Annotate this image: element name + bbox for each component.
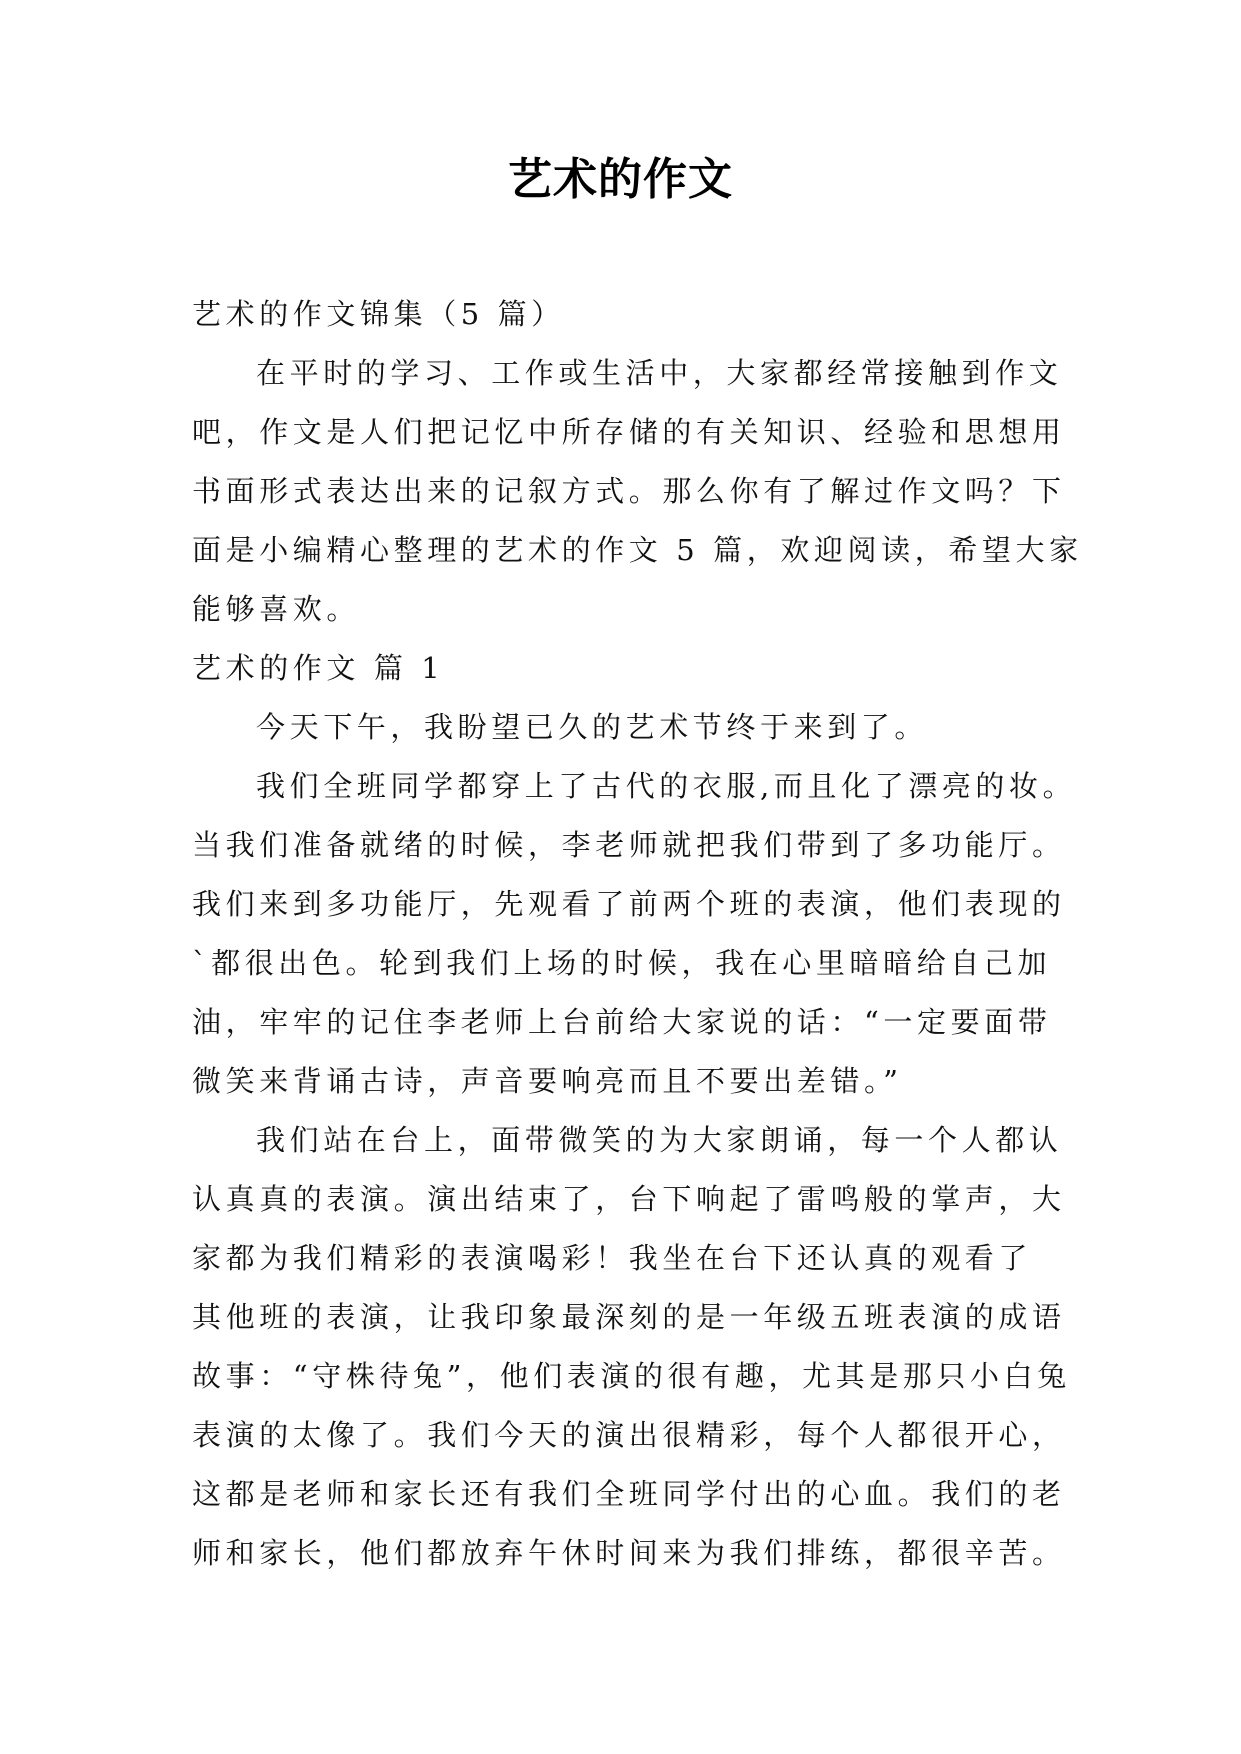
text-line: 我们站在台上，面带微笑的为大家朗诵，每一个人都认	[256, 1123, 1063, 1157]
text-line: 微笑来背诵古诗，声音要响亮而且不要出差错。”	[192, 1064, 903, 1098]
text-line: 在平时的学习、工作或生活中，大家都经常接触到作文	[256, 356, 1063, 390]
text-line: 吧，作文是人们把记忆中所存储的有关知识、经验和思想用	[192, 415, 1066, 449]
text-line: 我们全班同学都穿上了古代的衣服,而且化了漂亮的妆。	[256, 769, 1077, 803]
text-line: 认真真的表演。演出结束了，台下响起了雷鸣般的掌声，大	[192, 1182, 1066, 1216]
text-line: 故事：“守株待兔”，他们表演的很有趣，尤其是那只小白兔	[192, 1359, 1071, 1393]
text-line: 艺术的作文 篇 1	[192, 651, 445, 685]
document-title: 艺术的作文	[508, 154, 733, 205]
text-line: 其他班的表演，让我印象最深刻的是一年级五班表演的成语	[192, 1300, 1066, 1334]
text-line: 艺术的作文锦集（5 篇）	[192, 297, 565, 331]
text-line: 书面形式表达出来的记叙方式。那么你有了解过作文吗？下	[192, 474, 1066, 508]
text-line: 我们来到多功能厅，先观看了前两个班的表演，他们表现的	[192, 887, 1066, 921]
text-line: 当我们准备就绪的时候，李老师就把我们带到了多功能厅。	[192, 828, 1066, 862]
document-body	[192, 285, 1083, 1583]
text-line: 能够喜欢。	[192, 592, 361, 626]
text-line: `都很出色。轮到我们上场的时候，我在心里暗暗给自己加	[192, 946, 1052, 980]
text-line: 油，牢牢的记住李老师上台前给大家说的话：“一定要面带	[192, 1005, 1052, 1039]
text-line: 今天下午，我盼望已久的艺术节终于来到了。	[256, 710, 929, 744]
text-line: 家都为我们精彩的表演喝彩！我坐在台下还认真的观看了	[192, 1241, 1033, 1275]
text-line: 表演的太像了。我们今天的演出很精彩，每个人都很开心，	[192, 1418, 1066, 1452]
text-line: 面是小编精心整理的艺术的作文 5 篇，欢迎阅读，希望大家	[192, 533, 1083, 567]
text-line: 这都是老师和家长还有我们全班同学付出的心血。我们的老	[192, 1477, 1066, 1511]
text-line: 师和家长，他们都放弃午休时间来为我们排练，都很辛苦。	[192, 1536, 1066, 1570]
